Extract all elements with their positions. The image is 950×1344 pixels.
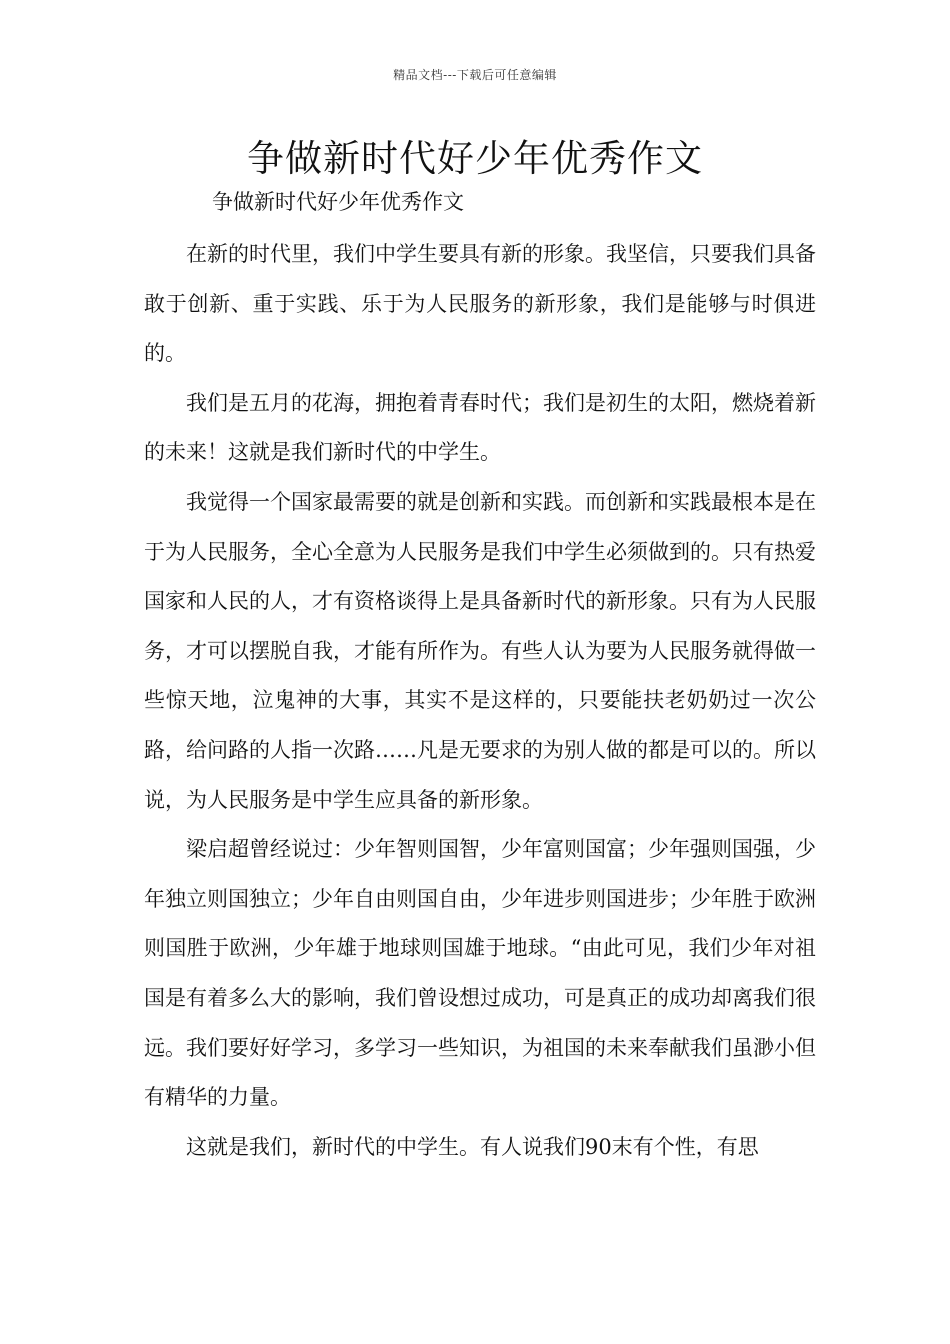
document-body <box>144 230 816 1172</box>
page-header: 精品文档---下载后可任意编辑 <box>393 68 557 82</box>
paragraph: 我们是五月的花海，拥抱着青春时代；我们是初生的太阳，燃烧着新的未来！这就是我们新时代的中学生。 <box>144 390 816 465</box>
paragraph: 这就是我们，新时代的中学生。有人说我们90末有个性，有思 <box>186 1134 759 1159</box>
paragraph: 我觉得一个国家最需要的就是创新和实践。而创新和实践最根本是在于为人民服务，全心全意为人民服务是我们中学生必须做到的。只有热爱国家和人民的人，才有资格谈得上是具备新时代的新形象。只有为人民服务，才可以摆脱自我，才能有所作为。有些人认为要为人民服务就得做一些惊天地，泣鬼神的大事，其实不是这样的，只要能扶老奶奶过一次公路，给问路的人指一次路……凡是无要求的为别人做的都是可以的。所以说，为人民服务是中学生应具备的新形象。 <box>144 489 816 812</box>
paragraph: 在新的时代里，我们中学生要具有新的形象。我坚信，只要我们具备敢于创新、重于实践、乐于为人民服务的新形象，我们是能够与时俱进的。 <box>144 242 816 366</box>
document-subtitle: 争做新时代好少年优秀作文 <box>212 190 464 214</box>
document-title: 争做新时代好少年优秀作文 <box>247 137 703 180</box>
paragraph: 梁启超曾经说过：少年智则国智，少年富则国富；少年强则国强，少年独立则国独立；少年自由则国自由，少年进步则国进步；少年胜于欧洲则国胜于欧洲，少年雄于地球则国雄于地球。“由此可见，我们少年对祖国是有着多么大的影响，我们曾设想过成功，可是真正的成功却离我们很远。我们要好好学习，多学习一些知识，为祖国的未来奉献我们虽渺小但有精华的力量。 <box>144 837 816 1110</box>
